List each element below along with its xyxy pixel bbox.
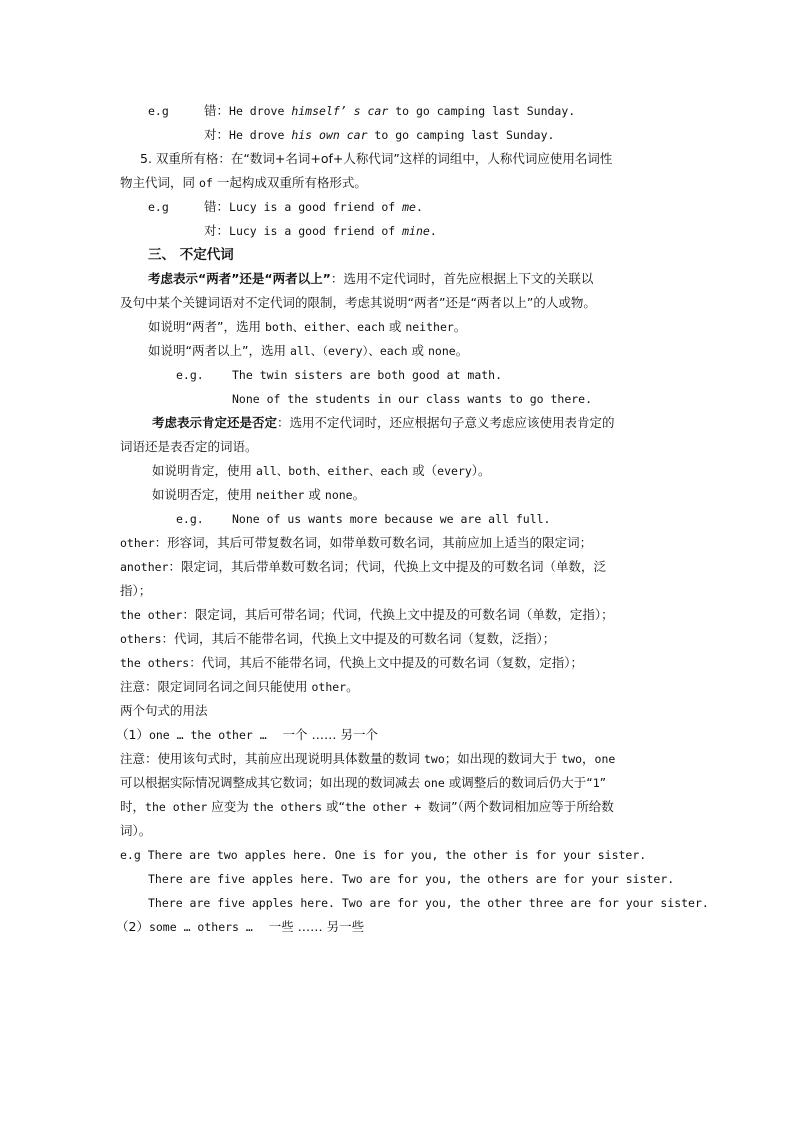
note-text: 时， — [120, 799, 146, 814]
rule-text: 词语还是表否定的词语。 — [120, 439, 258, 454]
rule-text: 及句中某个关键词语对不定代词的限制，考虑其说明“两者”还是“两者以上”的人或物。 — [120, 295, 596, 310]
example-right-line — [204, 127, 554, 143]
rule-text: 如说明否定，使用 — [152, 487, 256, 502]
pattern-text: one … the other … — [148, 728, 267, 742]
keyword: none — [427, 344, 456, 358]
note-line — [120, 751, 615, 767]
paragraph-line — [148, 319, 466, 335]
bold-lead: 考虑表示肯定还是否定 — [152, 415, 278, 430]
example-sentence — [148, 895, 709, 911]
keyword: neither — [405, 320, 454, 334]
sentence-text: He drove — [229, 128, 292, 142]
note-text: ”（两个数词相加应等于所给数 — [451, 799, 614, 814]
keyword: two — [561, 752, 583, 766]
term: the other — [120, 608, 183, 622]
eg-label — [176, 511, 204, 527]
eg-label — [148, 199, 169, 215]
rule-text: 。 — [352, 487, 366, 502]
note-text: 或调整后的数词后仍大于“ — [444, 775, 593, 790]
paragraph-line — [152, 415, 615, 431]
sentence-text: e.g There are two apples here. One is for you, the other is for your sister. — [120, 848, 647, 862]
note-line — [120, 679, 359, 695]
pattern-meaning: 一些 …… 另一些 — [252, 919, 365, 934]
rule-text: 。 — [453, 319, 467, 334]
keyword: the other — [145, 800, 208, 814]
keyword: every — [437, 464, 472, 478]
definition-text: ：代词，其后不能带名词，代换上文中提及的可数名词（复数，泛指）； — [161, 631, 556, 646]
rule-text: 或 — [407, 343, 428, 358]
sentence-text: He drove — [229, 104, 292, 118]
paragraph-line — [148, 271, 593, 287]
example-sentence — [120, 847, 646, 863]
wrong-label: 错： — [204, 199, 230, 214]
note-text: ” — [599, 775, 607, 790]
example-sentence — [148, 871, 674, 887]
rule-text: 如说明“两者”，选用 — [148, 319, 265, 334]
sentence-emphasis: his own car — [291, 128, 368, 142]
right-label: 对： — [204, 223, 230, 238]
paragraph-line — [152, 463, 491, 479]
sentence-text: Lucy is a good friend of — [229, 200, 403, 214]
paragraph-line — [148, 343, 468, 359]
definition-text: ：限定词，其后带单数可数名词；代词，代换上文中提及的可数名词（单数，泛 — [168, 559, 606, 574]
sentence-text: . — [429, 224, 437, 238]
keyword: the other + 数词 — [344, 800, 452, 814]
sentence-text: . — [415, 200, 423, 214]
sentence-emphasis: me — [402, 200, 416, 214]
keyword: 1 — [592, 776, 600, 790]
sentence-text: None of the students in our class wants to go there. — [232, 392, 593, 406]
rule-text: 如说明肯定，使用 — [152, 463, 256, 478]
definition-text: ：代词，其后不能带名词，代换上文中提及的可数名词（复数，定指）； — [189, 655, 584, 670]
note-line — [120, 799, 614, 815]
note-text: ， — [582, 751, 595, 766]
rule-text: 物主代词，同 — [120, 175, 199, 190]
note-line — [120, 775, 606, 791]
pattern-line — [116, 727, 378, 743]
sentence-emphasis: mine — [402, 224, 430, 238]
section-heading — [148, 247, 234, 263]
rule-text: 5. 双重所有格：在“数词+名词+of+人称代词”这样的词组中，人称代词应使用名词性 — [140, 151, 613, 166]
rule-text: 或 — [304, 487, 325, 502]
example-right-line — [204, 223, 437, 239]
section-heading-text: 三、 不定代词 — [148, 247, 234, 263]
rule-text: 一起构成双重所有格形式。 — [212, 175, 367, 190]
definition-line — [120, 559, 606, 575]
definition-text: ：形容词，其后可带复数名词，如带单数可数名词，其前应加上适当的限定词； — [154, 535, 593, 550]
example-sentence — [232, 511, 551, 527]
eg-label-text: e.g. — [176, 368, 204, 382]
term: other — [120, 536, 155, 550]
sentence-text: to go camping last Sunday. — [367, 128, 555, 142]
eg-label-text: e.g — [148, 200, 169, 214]
pattern-meaning: 一个 …… 另一个 — [266, 727, 378, 742]
subheading-text: 两个句式的用法 — [120, 703, 208, 718]
paragraph-line — [120, 295, 596, 311]
example-wrong-line — [204, 199, 423, 215]
sentence-text: The twin sisters are both good at math. — [232, 368, 503, 382]
sentence-text: There are five apples here. Two are for you, the others are for your sister. — [148, 872, 675, 886]
wrong-label: 错： — [204, 103, 230, 118]
rule-text: 或（ — [408, 463, 438, 478]
note-text: 注意：限定词同名词之间只能使用 — [120, 679, 312, 694]
rule-text: ）。 — [471, 463, 491, 478]
keyword: none — [324, 488, 353, 502]
example-wrong-line — [148, 103, 169, 119]
note-line — [120, 823, 151, 839]
rule-text: ：选用不定代词时，首先应根据上下文的关联以 — [330, 271, 594, 286]
definition-line — [120, 583, 151, 599]
note-text: 词）。 — [120, 823, 152, 838]
keyword: all、both、either、each — [255, 464, 409, 478]
sentence-text: Lucy is a good friend of — [229, 224, 403, 238]
note-text: ；如出现的数词大于 — [444, 751, 562, 766]
keyword: two — [423, 752, 445, 766]
pattern-number: （1） — [116, 727, 149, 742]
example-wrong-line-text — [204, 103, 575, 119]
paragraph-line — [140, 151, 612, 167]
keyword: both、either、each — [264, 320, 385, 334]
note-text: 。 — [346, 679, 359, 694]
keyword: one — [423, 776, 445, 790]
keyword: neither — [255, 488, 305, 502]
eg-label — [176, 367, 204, 383]
definition-line — [120, 607, 614, 623]
term: another — [120, 560, 169, 574]
definition-line — [120, 535, 592, 551]
definition-text: ：限定词，其后可带名词；代词，代换上文中提及的可数名词（单数，定指）； — [182, 607, 614, 622]
example-sentence — [232, 391, 592, 407]
paragraph-line — [120, 175, 367, 191]
sentence-text: There are five apples here. Two are for you, the other three are for your sister. — [148, 896, 709, 910]
rule-text: 。 — [455, 343, 469, 358]
eg-label-text: e.g. — [176, 512, 204, 526]
term: others — [120, 632, 162, 646]
keyword: of — [198, 176, 213, 190]
sentence-emphasis: himself’ s car — [291, 104, 389, 118]
example-sentence — [232, 367, 502, 383]
note-text: 注意：使用该句式时，其前应出现说明具体数量的数词 — [120, 751, 424, 766]
keyword: the others — [252, 800, 323, 814]
keyword: other — [311, 680, 347, 694]
definition-line — [120, 631, 555, 647]
bold-lead: 考虑表示“两者”还是“两者以上” — [148, 271, 331, 286]
rule-text: ：选用不定代词时，还应根据句子意义考虑应该使用表肯定的 — [277, 415, 615, 430]
pattern-text: some … others … — [148, 920, 253, 934]
eg-label: e.g — [148, 104, 169, 118]
note-text: 可以根据实际情况调整成其它数词；如出现的数词减去 — [120, 775, 424, 790]
right-label: 对： — [204, 127, 230, 142]
sentence-text: None of us wants more because we are all full. — [232, 512, 551, 526]
definition-line — [120, 655, 583, 671]
pattern-number: （2） — [116, 919, 149, 934]
note-text: 或“ — [322, 799, 345, 814]
keyword: all、（every）、each — [289, 344, 408, 358]
note-text: 应变为 — [207, 799, 253, 814]
paragraph-line — [120, 439, 258, 455]
paragraph-line — [152, 487, 365, 503]
keyword: one — [594, 752, 616, 766]
definition-text: 指）； — [120, 583, 152, 598]
term: the others — [120, 656, 190, 670]
subheading — [120, 703, 208, 719]
rule-text: 如说明“两者以上”，选用 — [148, 343, 290, 358]
pattern-line — [116, 919, 364, 935]
sentence-text: to go camping last Sunday. — [388, 104, 576, 118]
rule-text: 或 — [384, 319, 406, 334]
